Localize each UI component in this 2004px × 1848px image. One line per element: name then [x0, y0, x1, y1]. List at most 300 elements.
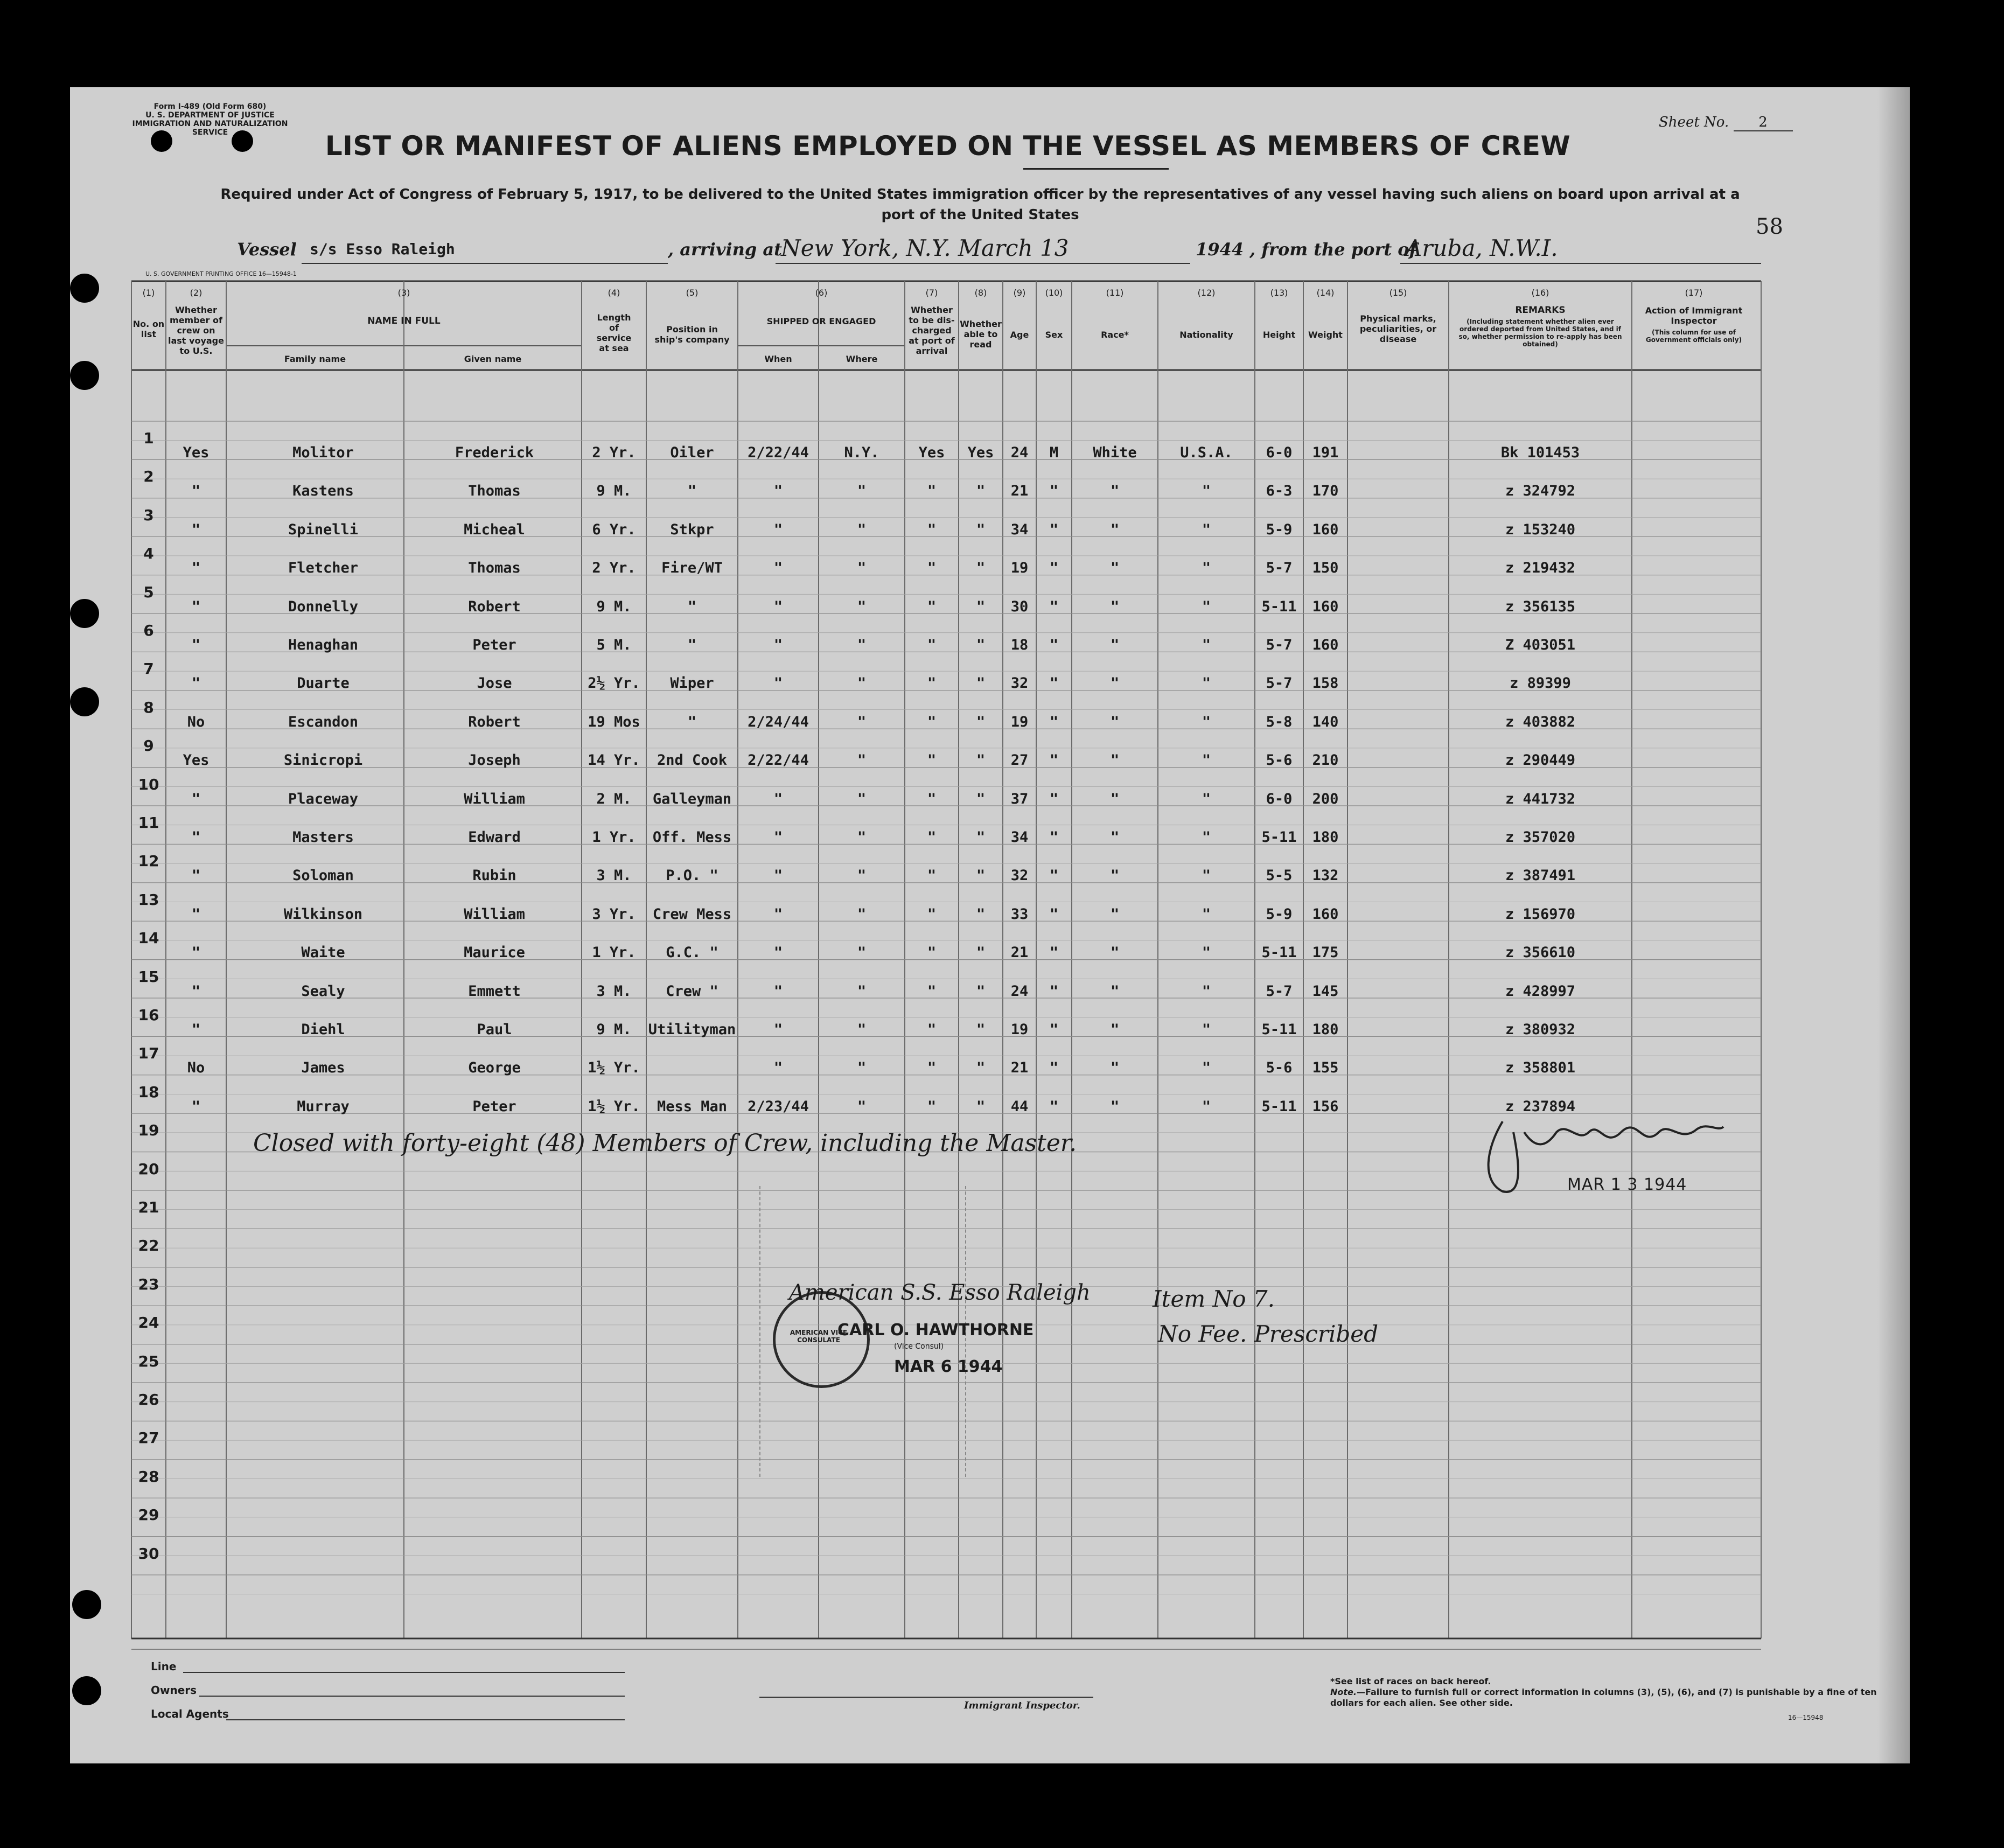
page-number: 58 — [1756, 214, 1783, 239]
cell-weight: 150 — [1312, 560, 1339, 577]
cell-service: 1 Yr. — [592, 944, 636, 961]
cell-weight: 175 — [1312, 944, 1339, 961]
cell-sex: " — [1049, 790, 1059, 807]
inspector-date-stamp: MAR 1 3 1944 — [1567, 1175, 1687, 1194]
cell-given: Thomas — [468, 483, 521, 500]
cell-member: " — [191, 560, 201, 577]
cell-height: 6-0 — [1266, 444, 1293, 461]
cell-position: Utilityman — [648, 1021, 736, 1038]
cell-where: " — [857, 1021, 867, 1038]
from-port-underline — [1400, 263, 1761, 264]
cell-service: 1½ Yr. — [588, 1059, 640, 1077]
from-port-label: , from the port of — [1249, 239, 1417, 260]
inspector-label: Immigrant Inspector. — [964, 1700, 1080, 1711]
cell-discharged: " — [927, 829, 937, 846]
cell-service: 19 Mos — [588, 713, 640, 730]
cell-discharged: " — [927, 521, 937, 538]
cell-given: Frederick — [455, 444, 534, 461]
punch-hole — [70, 687, 99, 716]
cell-height: 5-9 — [1266, 521, 1293, 538]
row-number: 9 — [143, 737, 154, 755]
cell-remarks: z 219432 — [1505, 560, 1576, 577]
cell-where: " — [857, 905, 867, 923]
consulate-seal-text: AMERICAN VICE CONSULATE — [790, 1329, 848, 1344]
cell-service: 1½ Yr. — [588, 1098, 640, 1115]
cell-read: " — [976, 483, 986, 500]
cell-given: Thomas — [468, 560, 521, 577]
cell-position: G.C. " — [666, 944, 718, 961]
cell-given: William — [464, 790, 525, 807]
cell-weight: 132 — [1312, 867, 1339, 884]
cell-weight: 200 — [1312, 790, 1339, 807]
cell-member: " — [191, 982, 201, 1000]
row-number: 3 — [143, 506, 154, 524]
cell-given: Paul — [477, 1021, 512, 1038]
cell-read: " — [976, 1021, 986, 1038]
col-9-label: Age — [1010, 330, 1029, 340]
cell-race: " — [1110, 1059, 1120, 1077]
form-id: Form I-489 (Old Form 680) — [153, 102, 267, 111]
cell-member: " — [191, 867, 201, 884]
row-number: 13 — [138, 890, 159, 909]
cell-remarks: z 156970 — [1505, 905, 1576, 923]
consular-fee-note: No Fee. Prescribed — [1158, 1321, 1379, 1347]
cell-when: " — [773, 637, 783, 653]
cell-family: Escandon — [288, 713, 359, 730]
footer-line-blank — [183, 1672, 625, 1673]
cell-sex: " — [1049, 713, 1059, 730]
consular-item-note: Item No 7. — [1153, 1286, 1275, 1312]
cell-where: " — [857, 752, 867, 769]
cell-when: " — [773, 483, 783, 500]
cell-where: " — [857, 790, 867, 807]
cell-age: 32 — [1010, 867, 1029, 884]
punch-hole — [72, 1590, 101, 1619]
cell-height: 5-7 — [1266, 982, 1293, 1000]
cell-sex: " — [1049, 1098, 1059, 1115]
cell-when: " — [773, 1021, 783, 1038]
cell-discharged: " — [927, 598, 937, 615]
footer-owners-label: Owners — [151, 1684, 197, 1697]
subtitle-line-1: Required under Act of Congress of February 5, 1917, to be delivered to the United States immigration officer by the representatives of any vessel having such aliens on board upon arrival at a — [220, 186, 1740, 203]
col-3-family: Family name — [284, 354, 346, 364]
cell-discharged: " — [927, 1059, 937, 1077]
cell-age: 33 — [1010, 905, 1029, 923]
cell-height: 5-8 — [1266, 713, 1293, 730]
cell-when: " — [773, 598, 783, 615]
row-number: 15 — [138, 967, 159, 986]
cell-remarks: z 153240 — [1505, 521, 1576, 538]
row-number: 17 — [138, 1044, 159, 1063]
footer-notes — [1330, 1676, 1890, 1708]
cell-position: P.O. " — [666, 867, 718, 884]
cell-family: Henaghan — [288, 637, 359, 653]
col-4-label: Length of service at sea — [596, 312, 632, 353]
cell-weight: 180 — [1312, 829, 1339, 846]
cell-when: 2/22/44 — [748, 444, 809, 461]
cell-when: " — [773, 675, 783, 692]
cell-where: " — [857, 829, 867, 846]
cell-remarks: z 380932 — [1505, 1021, 1576, 1038]
col-17-label: Action of Immigrant Inspector — [1645, 305, 1743, 326]
col-1-num: (1) — [142, 288, 155, 298]
col-2-label: Whether member of crew on last voyage to U.S. — [168, 305, 224, 356]
col-7-label: Whether to be dis-charged at port of arrival — [909, 305, 955, 356]
cell-age: 24 — [1010, 982, 1029, 1000]
punch-hole — [70, 599, 99, 628]
cell-service: 9 M. — [596, 1021, 632, 1038]
cell-age: 19 — [1010, 560, 1029, 577]
cell-race: " — [1110, 944, 1120, 961]
col-13-label: Height — [1262, 330, 1296, 340]
cell-remarks: Z 403051 — [1505, 637, 1576, 653]
cell-remarks: z 441732 — [1505, 790, 1576, 807]
row-number: 1 — [143, 429, 154, 447]
row-number: 22 — [138, 1237, 159, 1255]
cell-age: 27 — [1010, 752, 1029, 769]
cell-when: " — [773, 944, 783, 961]
cell-given: Robert — [468, 713, 521, 730]
cell-race: " — [1110, 560, 1120, 577]
cell-member: " — [191, 1098, 201, 1115]
row-number: 6 — [143, 622, 154, 639]
row-number: 30 — [138, 1544, 159, 1563]
punch-hole — [70, 274, 99, 303]
cell-service: 1 Yr. — [592, 829, 636, 846]
cell-age: 19 — [1010, 1021, 1029, 1038]
cell-member: Yes — [183, 444, 210, 461]
cell-sex: " — [1049, 829, 1059, 846]
row-number: 16 — [138, 1006, 159, 1024]
row-number: 18 — [138, 1083, 159, 1101]
cell-given: George — [468, 1059, 521, 1077]
note-text: —Failure to furnish full or correct information in columns (3), (5), (6), and (7) is punishable by a fine of ten dollars for each alien. See other side. — [1330, 1687, 1877, 1708]
cell-family: Sealy — [301, 982, 345, 1000]
arriving-value: New York, N.Y. March 13 — [781, 235, 1069, 261]
cell-discharged: " — [927, 982, 937, 1000]
col-16-note: (Including statement whether alien ever ordered deported from United States, and if so, whether permission to re-apply has been obtained) — [1458, 318, 1622, 348]
cell-where: " — [857, 982, 867, 1000]
cell-weight: 140 — [1312, 713, 1339, 730]
cell-member: " — [191, 675, 201, 692]
cell-where: " — [857, 675, 867, 692]
cell-age: 32 — [1010, 675, 1029, 692]
cell-nationality: " — [1202, 521, 1211, 538]
cell-family: Duarte — [297, 675, 350, 692]
cell-weight: 156 — [1312, 1098, 1339, 1115]
row-number: 25 — [138, 1352, 159, 1370]
cell-race: " — [1110, 637, 1120, 653]
cell-position: Off. Mess — [652, 829, 732, 846]
cell-remarks: z 290449 — [1505, 752, 1576, 769]
cell-member: No — [187, 713, 205, 730]
cell-discharged: " — [927, 713, 937, 730]
cell-sex: " — [1049, 1059, 1059, 1077]
cell-age: 37 — [1010, 790, 1029, 807]
cell-where: " — [857, 713, 867, 730]
cell-read: " — [976, 905, 986, 923]
cell-nationality: " — [1202, 483, 1211, 500]
col-14-num: (14) — [1316, 288, 1335, 298]
cell-nationality: " — [1202, 637, 1211, 653]
cell-position: 2nd Cook — [657, 752, 728, 769]
cell-nationality: " — [1202, 1098, 1211, 1115]
cell-discharged: " — [927, 790, 937, 807]
cell-height: 5-7 — [1266, 637, 1293, 653]
cell-read: " — [976, 829, 986, 846]
cell-given: Robert — [468, 598, 521, 615]
cell-remarks: z 428997 — [1505, 982, 1576, 1000]
cell-family: Sinicropi — [283, 752, 363, 769]
cell-position: Wiper — [670, 675, 714, 692]
cell-race: " — [1110, 829, 1120, 846]
cell-weight: 158 — [1312, 675, 1339, 692]
cell-when: 2/24/44 — [748, 713, 809, 730]
row-number: 26 — [138, 1391, 159, 1408]
cell-given: Rubin — [472, 867, 516, 884]
cell-when: " — [773, 521, 783, 538]
cell-when: " — [773, 982, 783, 1000]
cell-position: Crew " — [666, 982, 718, 1000]
cell-given: William — [464, 905, 525, 923]
cell-height: 5-7 — [1266, 675, 1293, 692]
cell-when: " — [773, 790, 783, 807]
cell-weight: 160 — [1312, 598, 1339, 615]
cell-height: 5-5 — [1266, 867, 1293, 884]
cell-given: Edward — [468, 829, 521, 846]
consular-line-1: American S.S. Esso Raleigh — [789, 1280, 1091, 1305]
cell-age: 34 — [1010, 521, 1029, 538]
cell-remarks: z 356135 — [1505, 598, 1576, 615]
cell-age: 21 — [1010, 483, 1029, 500]
cell-service: 9 M. — [596, 598, 632, 615]
cell-weight: 191 — [1312, 444, 1339, 461]
cell-sex: " — [1049, 521, 1059, 538]
col-3-given: Given name — [464, 354, 522, 364]
cell-remarks: z 357020 — [1505, 829, 1576, 846]
cell-race: " — [1110, 598, 1120, 615]
vessel-line — [237, 235, 1761, 266]
cell-service: 14 Yr. — [588, 752, 640, 769]
subtitle-line-2: port of the United States — [881, 207, 1079, 223]
form-service: IMMIGRATION AND NATURALIZATION SERVICE — [132, 120, 288, 137]
cell-member: " — [191, 829, 201, 846]
vessel-name-underline — [302, 263, 668, 264]
cell-family: Molitor — [292, 444, 354, 461]
cell-member: " — [191, 637, 201, 653]
col-5-num: (5) — [686, 288, 699, 298]
col-16-label: REMARKS — [1515, 305, 1566, 316]
cell-remarks: Bk 101453 — [1500, 444, 1580, 461]
col-10-label: Sex — [1045, 330, 1063, 340]
cell-read: Yes — [967, 444, 994, 461]
cell-service: 2½ Yr. — [588, 675, 640, 692]
row-number: 7 — [143, 660, 154, 678]
cell-position: Mess Man — [657, 1098, 728, 1115]
cell-height: 5-7 — [1266, 560, 1293, 577]
row-number: 29 — [138, 1506, 159, 1524]
cell-position: " — [687, 483, 697, 500]
cell-when: " — [773, 560, 783, 577]
cell-race: " — [1110, 1098, 1120, 1115]
cell-height: 5-11 — [1261, 829, 1297, 846]
cell-weight: 160 — [1312, 637, 1339, 653]
cell-remarks: z 324792 — [1505, 483, 1576, 500]
cell-member: " — [191, 598, 201, 615]
cell-remarks: z 358801 — [1505, 1059, 1576, 1077]
col-7-num: (7) — [925, 288, 938, 298]
cell-service: 6 Yr. — [592, 521, 636, 538]
cell-discharged: " — [927, 944, 937, 961]
cell-service: 9 M. — [596, 483, 632, 500]
cell-race: " — [1110, 521, 1120, 538]
cell-age: 18 — [1010, 637, 1029, 653]
col-12-label: Nationality — [1179, 330, 1233, 340]
cell-family: Masters — [292, 829, 354, 846]
cell-discharged: " — [927, 675, 937, 692]
sheet-number-block — [1659, 114, 1793, 131]
punch-hole — [72, 1676, 101, 1705]
cell-member: " — [191, 483, 201, 500]
penalty-note — [1330, 1687, 1890, 1708]
cell-weight: 170 — [1312, 483, 1339, 500]
row-number: 8 — [143, 698, 154, 716]
col-3-label: NAME IN FULL — [367, 316, 441, 326]
cell-sex: M — [1049, 444, 1059, 461]
closing-note: Closed with forty-eight (48) Members of Crew, including the Master. — [253, 1129, 1077, 1157]
cell-remarks: z 387491 — [1505, 867, 1576, 884]
cell-read: " — [976, 1098, 986, 1115]
col-15-label: Physical marks, peculiarities, or disease — [1359, 313, 1437, 344]
cell-sex: " — [1049, 752, 1059, 769]
cell-sex: " — [1049, 637, 1059, 653]
row-number: 21 — [138, 1198, 159, 1216]
cell-nationality: " — [1202, 790, 1211, 807]
row-number: 19 — [138, 1121, 159, 1140]
cell-position: " — [687, 598, 697, 615]
cell-read: " — [976, 944, 986, 961]
cell-service: 2 Yr. — [592, 560, 636, 577]
cell-position: " — [687, 637, 697, 653]
cell-member: Yes — [183, 752, 210, 769]
cell-age: 21 — [1010, 944, 1029, 961]
cell-race: " — [1110, 905, 1120, 923]
cell-position: Oiler — [670, 444, 714, 461]
page-subtitle — [135, 184, 1826, 225]
cell-read: " — [976, 560, 986, 577]
from-port-value: Aruba, N.W.I. — [1406, 235, 1558, 261]
cell-race: " — [1110, 752, 1120, 769]
cell-nationality: " — [1202, 867, 1211, 884]
cell-position: Galleyman — [652, 790, 732, 807]
cell-family: Placeway — [288, 790, 359, 807]
cell-sex: " — [1049, 675, 1059, 692]
row-number: 23 — [138, 1275, 159, 1293]
cell-where: " — [857, 1098, 867, 1115]
cell-family: Fletcher — [288, 560, 359, 577]
inspector-signature-blank — [759, 1697, 1093, 1698]
cell-sex: " — [1049, 867, 1059, 884]
row-number: 11 — [138, 814, 159, 832]
cell-sex: " — [1049, 483, 1059, 500]
cell-race: " — [1110, 1021, 1120, 1038]
col-8-label: Whether able to read — [960, 319, 1002, 350]
cell-family: Spinelli — [288, 521, 359, 538]
cell-given: Micheal — [464, 521, 525, 538]
cell-nationality: " — [1202, 713, 1211, 730]
cell-height: 5-6 — [1266, 1059, 1293, 1077]
manifest-sheet — [70, 87, 1910, 1763]
cell-discharged: " — [927, 905, 937, 923]
row-number: 2 — [143, 468, 154, 486]
cell-race: " — [1110, 675, 1120, 692]
cell-remarks: z 237894 — [1505, 1098, 1576, 1115]
cell-race: White — [1093, 444, 1137, 461]
col-12-num: (12) — [1197, 288, 1216, 298]
cell-given: Maurice — [464, 944, 525, 961]
cell-where: " — [857, 637, 867, 653]
col-5-label: Position in ship's company — [654, 324, 730, 345]
cell-height: 6-0 — [1266, 790, 1293, 807]
cell-when: " — [773, 1059, 783, 1077]
col-15-num: (15) — [1389, 288, 1407, 298]
cell-discharged: " — [927, 483, 937, 500]
cell-position: Crew Mess — [652, 905, 732, 923]
cell-when: 2/23/44 — [748, 1098, 809, 1115]
cell-sex: " — [1049, 982, 1059, 1000]
races-note: *See list of races on back hereof. — [1330, 1676, 1491, 1686]
cell-height: 5-11 — [1261, 944, 1297, 961]
cell-discharged: " — [927, 637, 937, 653]
cell-nationality: U.S.A. — [1180, 444, 1233, 461]
row-number: 12 — [138, 852, 159, 870]
cell-family: Soloman — [292, 867, 354, 884]
sheet-number-label: Sheet No. — [1659, 114, 1729, 130]
cell-weight: 155 — [1312, 1059, 1339, 1077]
row-number: 20 — [138, 1160, 159, 1178]
cell-where: " — [857, 598, 867, 615]
col-1-label: No. on list — [132, 319, 165, 339]
cell-nationality: " — [1202, 905, 1211, 923]
year-value: 1944 — [1196, 239, 1244, 260]
cell-discharged: Yes — [918, 444, 945, 461]
col-9-num: (9) — [1013, 288, 1026, 298]
cell-sex: " — [1049, 560, 1059, 577]
cell-remarks: z 89399 — [1510, 675, 1571, 692]
cell-family: Waite — [301, 944, 345, 961]
cell-member: " — [191, 944, 201, 961]
row-number: 5 — [143, 583, 154, 601]
cell-height: 5-9 — [1266, 905, 1293, 923]
cell-weight: 160 — [1312, 521, 1339, 538]
cell-nationality: " — [1202, 944, 1211, 961]
cell-nationality: " — [1202, 829, 1211, 846]
cell-discharged: " — [927, 560, 937, 577]
page-title: LIST OR MANIFEST OF ALIENS EMPLOYED ON THE VESSEL AS MEMBERS OF CREW — [325, 130, 1571, 162]
cell-position: " — [687, 713, 697, 730]
cell-nationality: " — [1202, 598, 1211, 615]
row-number: 27 — [138, 1429, 159, 1447]
cell-age: 24 — [1010, 444, 1029, 461]
col-8-num: (8) — [974, 288, 987, 298]
cell-sex: " — [1049, 905, 1059, 923]
cell-when: 2/22/44 — [748, 752, 809, 769]
cell-given: Emmett — [468, 982, 521, 1000]
col-13-num: (13) — [1270, 288, 1288, 298]
note-label: Note. — [1330, 1687, 1357, 1697]
vice-consul-name: CARL O. HAWTHORNE — [837, 1321, 1034, 1340]
col-11-label: Race* — [1101, 330, 1129, 340]
